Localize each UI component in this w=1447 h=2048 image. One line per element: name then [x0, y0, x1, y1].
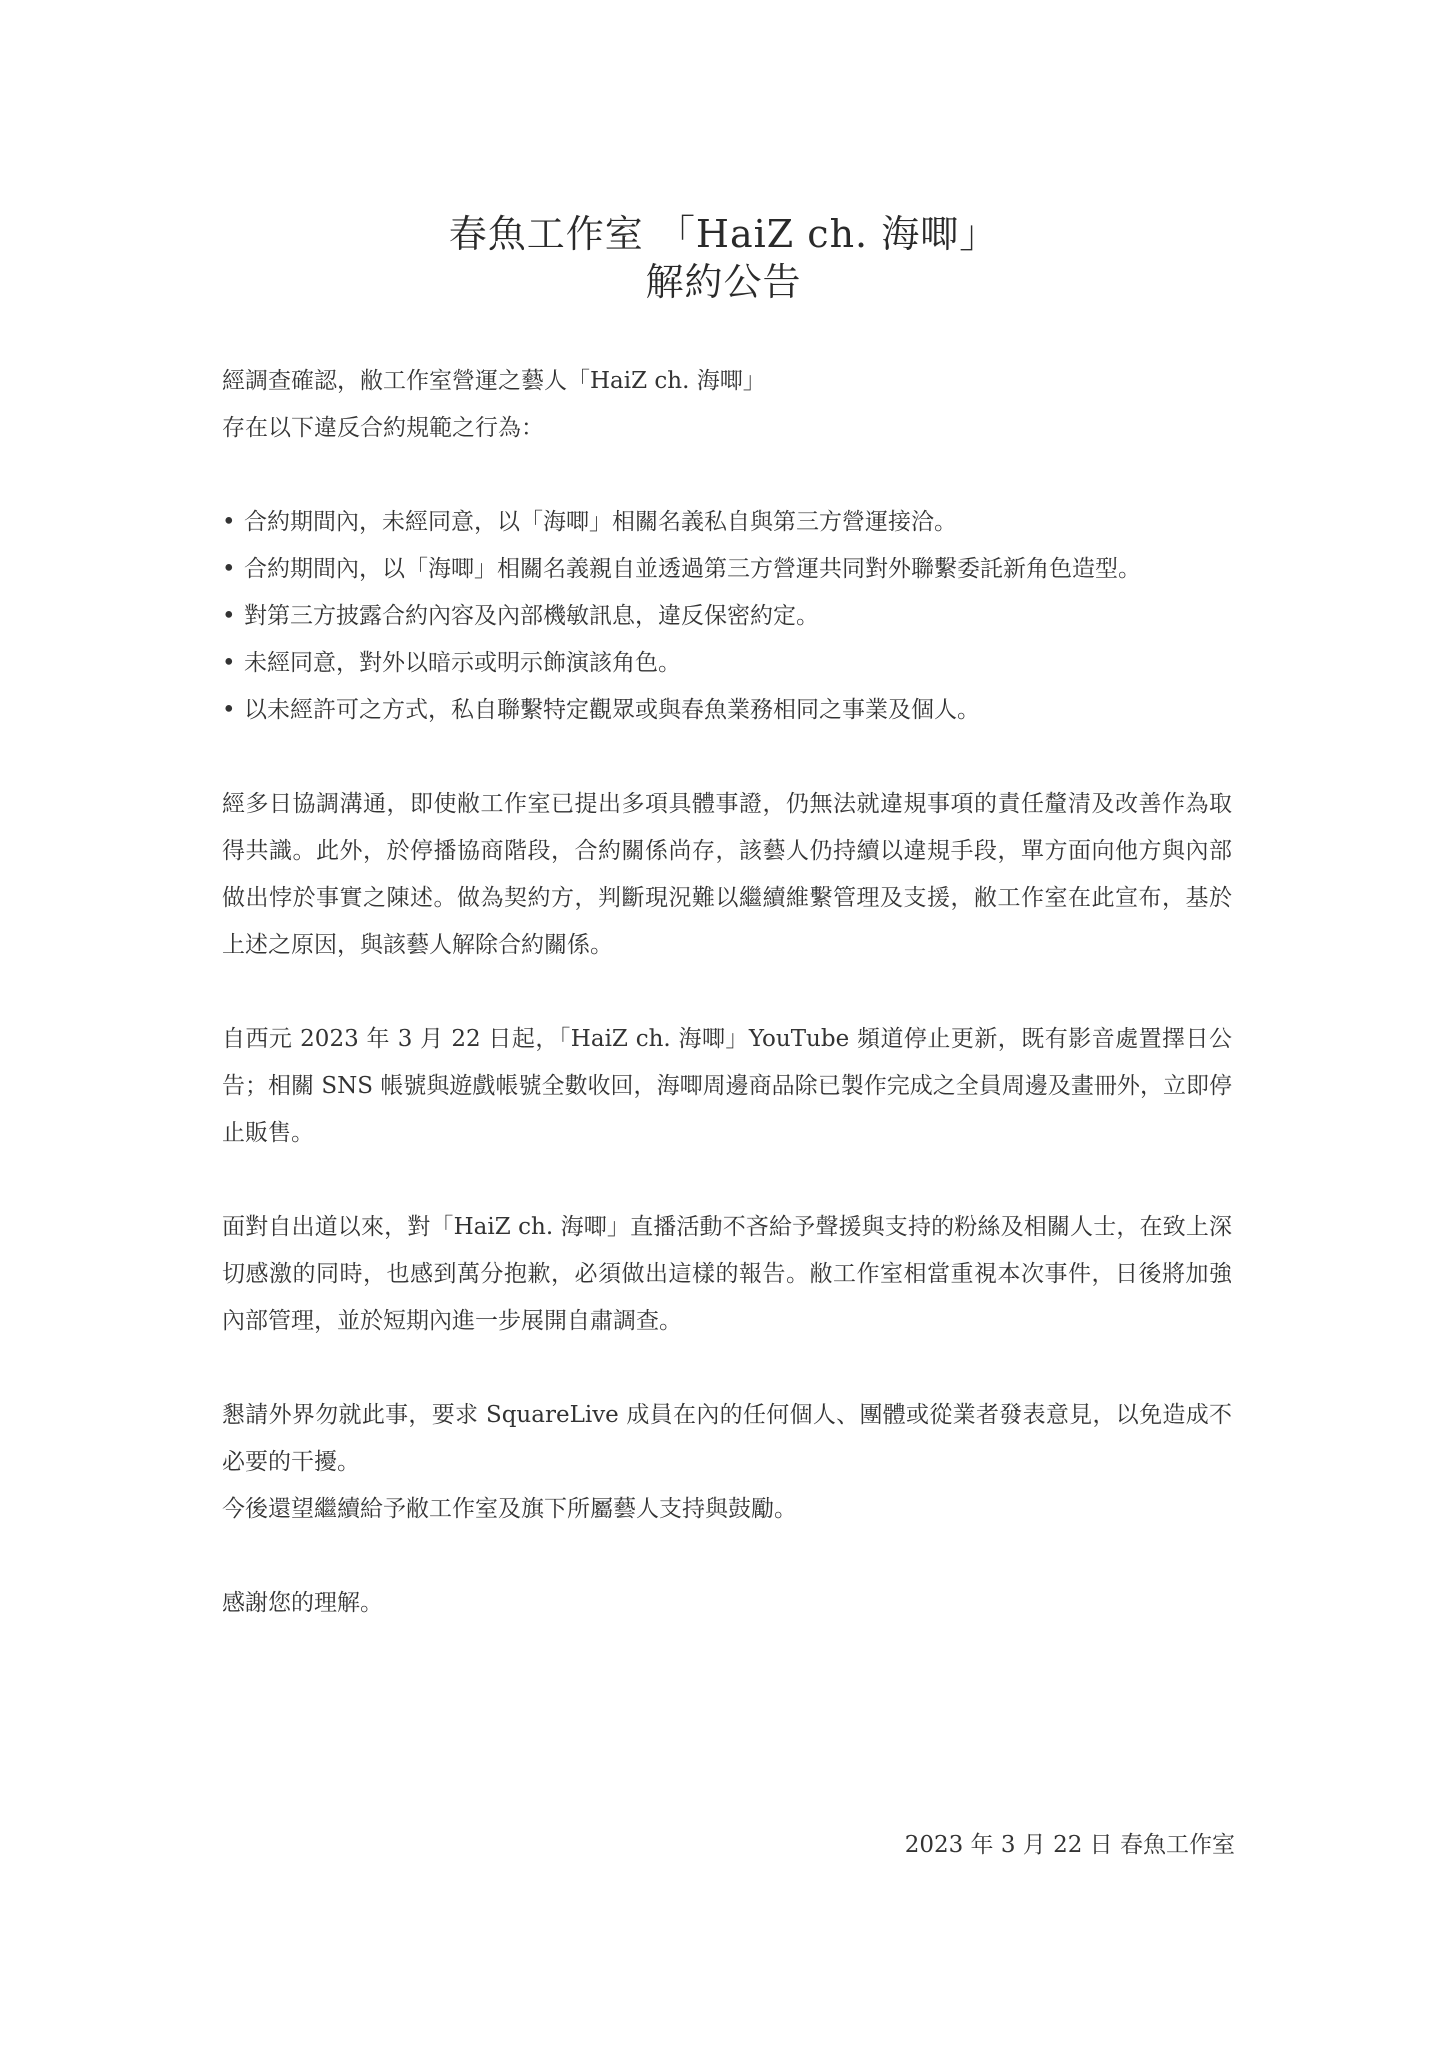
request-paragraph: 懇請外界勿就此事，要求 SquareLive 成員在內的任何個人、團體或從業者發表意見，以免造成不必要的干擾。 — [222, 1402, 1232, 1475]
bullet-icon: • — [222, 509, 236, 535]
violation-text: 以未經許可之方式，私自聯繫特定觀眾或與春魚業務相同之事業及個人。 — [244, 697, 980, 723]
announcement-body — [222, 358, 1232, 1627]
intro-line: 存在以下違反合約規範之行為： — [222, 415, 544, 441]
signature-date: 2023 年 3 月 22 日 春魚工作室 — [904, 1832, 1235, 1858]
negotiation-paragraph: 經多日協調溝通，即使敝工作室已提出多項具體事證，仍無法就違規事項的責任釐清及改善作為取得共識。此外，於停播協商階段，合約關係尚存，該藝人仍持續以違規手段，單方面向他方與內部做出悖於事實之陳述。做為契約方，判斷現況難以繼續維繫管理及支援，敝工作室在此宣布，基於上述之原因，與該藝人解除合約關係。 — [222, 791, 1232, 958]
bullet-icon: • — [222, 697, 236, 723]
violation-text: 合約期間內，以「海唧」相關名義親自並透過第三方營運共同對外聯繫委託新角色造型。 — [244, 556, 1141, 582]
support-line: 今後還望繼續給予敝工作室及旗下所屬藝人支持與鼓勵。 — [222, 1496, 797, 1522]
list-item — [222, 640, 1232, 687]
spacer — [222, 452, 1232, 499]
page-title: 春魚工作室 「HaiZ ch. 海唧」 — [448, 212, 999, 256]
spacer — [222, 734, 1232, 781]
list-item — [222, 687, 1232, 734]
violation-text: 合約期間內，未經同意，以「海唧」相關名義私自與第三方營運接洽。 — [244, 509, 957, 535]
spacer — [222, 1345, 1232, 1392]
spacer — [222, 1157, 1232, 1204]
spacer — [222, 969, 1232, 1016]
intro-line: 經調查確認，敝工作室營運之藝人「HaiZ ch. 海唧」 — [222, 368, 766, 394]
list-item — [222, 546, 1232, 593]
channel-status-paragraph: 自西元 2023 年 3 月 22 日起，「HaiZ ch. 海唧」YouTube 頻道停止更新，既有影音處置擇日公告；相關 SNS 帳號與遊戲帳號全數收回，海唧周邊商品除已製作完成之全員周邊及畫冊外，立即停止販售。 — [222, 1026, 1232, 1146]
violation-text: 對第三方披露合約內容及內部機敏訊息，違反保密約定。 — [244, 603, 819, 629]
list-item — [222, 593, 1232, 640]
bullet-icon: • — [222, 556, 236, 582]
title-block — [0, 210, 1447, 306]
bullet-icon: • — [222, 603, 236, 629]
violation-text: 未經同意，對外以暗示或明示飾演該角色。 — [244, 650, 681, 676]
violations-list — [222, 499, 1232, 734]
bullet-icon: • — [222, 650, 236, 676]
closing-line: 感謝您的理解。 — [222, 1590, 383, 1616]
list-item — [222, 499, 1232, 546]
page-subtitle: 解約公告 — [645, 260, 802, 304]
apology-paragraph: 面對自出道以來，對「HaiZ ch. 海唧」直播活動不吝給予聲援與支持的粉絲及相關人士，在致上深切感激的同時，也感到萬分抱歉，必須做出這樣的報告。敝工作室相當重視本次事件，日後將加強內部管理，並於短期內進一步展開自肅調查。 — [222, 1214, 1232, 1334]
spacer — [222, 1533, 1232, 1580]
